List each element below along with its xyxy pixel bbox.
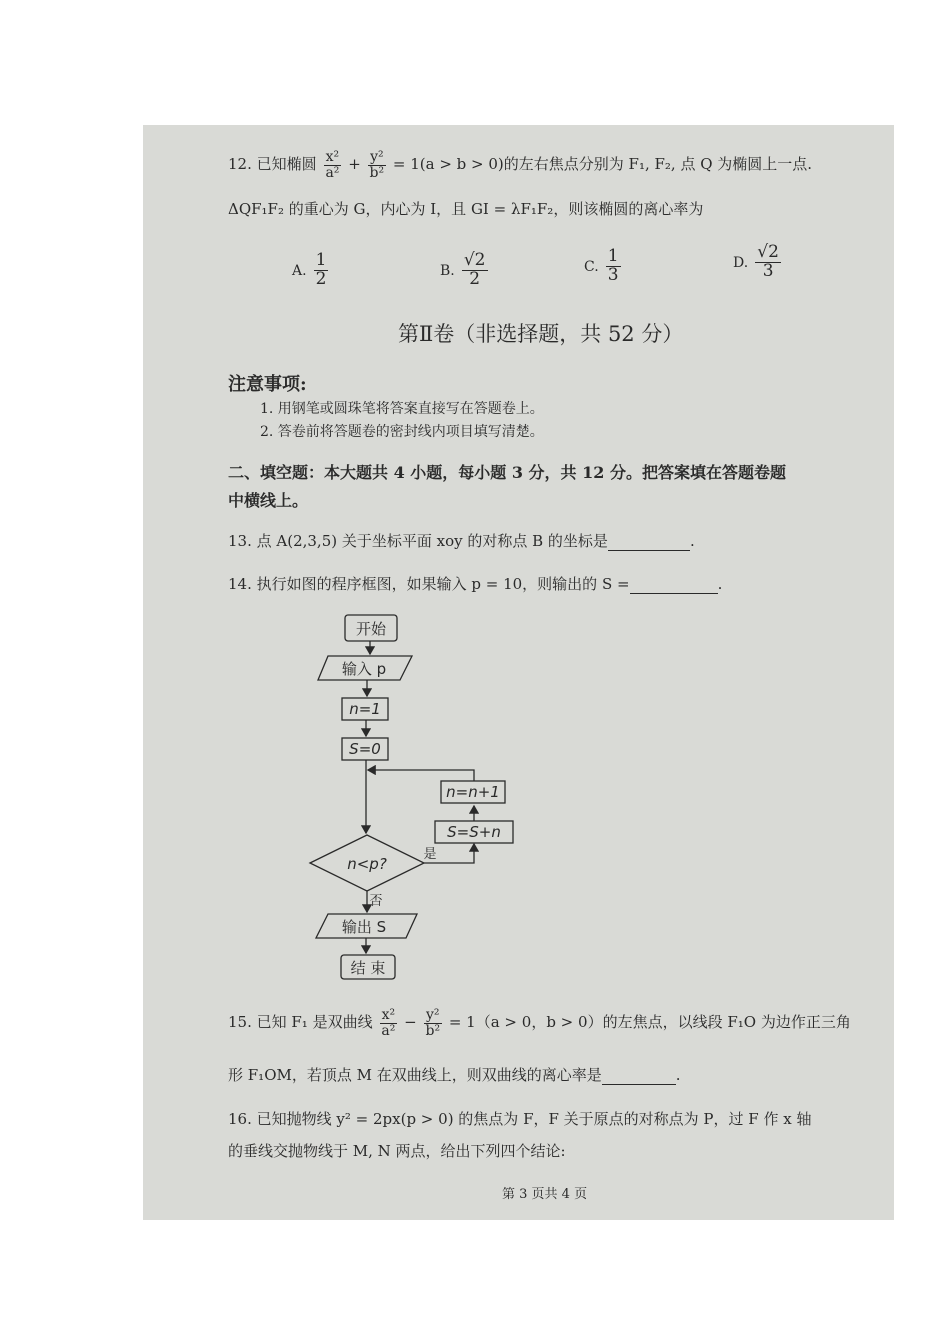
flow-init-s-label: S=0 — [349, 740, 381, 758]
q15-fraction-y: $\frac{\text{y²}}{\text{b²}}$ — [425, 1007, 441, 1039]
flowchart — [300, 608, 530, 988]
q13-text: 13. 点 A(2,3,5) 关于坐标平面 xoy 的对称点 B 的坐标是 — [228, 532, 608, 550]
q14-text: 14. 执行如图的程序框图，如果输入 p = 10，则输出的 S = — [228, 575, 630, 593]
q13-answer-blank[interactable] — [608, 536, 690, 551]
notice-heading: 注意事项: — [228, 374, 307, 395]
notice-item-1: 1. 用钢笔或圆珠笔将答案直接写在答题卷上。 — [260, 401, 544, 417]
q13: 13. 点 A(2,3,5) 关于坐标平面 xoy 的对称点 B 的坐标是 . — [228, 532, 695, 550]
q15-text-b: = 1（a > 0，b > 0）的左焦点，以线段 F₁O 为边作正三角 — [448, 1013, 851, 1032]
q12-plus: + — [348, 155, 361, 174]
q12-fraction-x: $\frac{\text{x²}}{\text{a²}}$ — [325, 149, 340, 181]
q16-line2: 的垂线交抛物线于 M, N 两点，给出下列四个结论: — [228, 1142, 566, 1160]
q12-text-a: 已知椭圆 — [256, 155, 317, 174]
q16-line1: 16. 已知抛物线 y² = 2px(p > 0) 的焦点为 F，F 关于原点的对称点为 P，过 F 作 x 轴 — [228, 1110, 812, 1128]
q15-line2: 形 F₁OM，若顶点 M 在双曲线上，则双曲线的离心率是 . — [228, 1066, 681, 1084]
q14: 14. 执行如图的程序框图，如果输入 p = 10，则输出的 S = . — [228, 575, 723, 593]
notice-item-2: 2. 答卷前将答题卷的密封线内项目填写清楚。 — [260, 424, 544, 440]
q12-line1 — [228, 150, 812, 180]
flow-condition-label: n<p? — [347, 855, 387, 873]
q12-option-b: B. $\frac{√2}{2}$ — [440, 250, 486, 289]
q12-number: 12. — [228, 155, 252, 174]
q15-answer-blank[interactable] — [602, 1070, 676, 1085]
q15-text-a: 15. 已知 F₁ 是双曲线 — [228, 1013, 373, 1032]
flow-end-label: 结 束 — [350, 959, 386, 977]
section2-line1: 二、填空题：本大题共 4 小题，每小题 3 分，共 12 分。把答案填在答题卷题 — [228, 463, 786, 482]
flow-output-label: 输出 S — [341, 918, 387, 936]
flow-yes-label: 是 — [423, 847, 437, 862]
q12-option-c: C. $\frac{1}{3}$ — [584, 246, 619, 285]
flow-update-s-label: S=S+n — [447, 823, 501, 841]
flow-start-label: 开始 — [355, 620, 387, 638]
section2-line2: 中横线上。 — [228, 491, 309, 510]
q15-fraction-x: $\frac{\text{x²}}{\text{a²}}$ — [381, 1007, 396, 1039]
flow-no-label: 否 — [369, 894, 383, 909]
flow-update-n-label: n=n+1 — [446, 783, 500, 801]
flow-init-n-label: n=1 — [349, 700, 381, 718]
q12-fraction-y: $\frac{\text{y²}}{\text{b²}}$ — [369, 149, 385, 181]
q12-line2: ΔQF₁F₂ 的重心为 G，内心为 I，且 GI = λF₁F₂，则该椭圆的离心率为 — [228, 200, 704, 218]
q12-text-rest: = 1(a > b > 0)的左右焦点分别为 F₁, F₂, 点 Q 为椭圆上一点. — [392, 155, 813, 174]
flow-input-label: 输入 p — [341, 660, 387, 678]
q12-option-d: D. $\frac{√2}{3}$ — [733, 242, 779, 281]
page-footer: 第 3 页共 4 页 — [502, 1187, 588, 1202]
part2-title: 第Ⅱ卷（非选择题，共 52 分） — [398, 322, 684, 346]
q15-line1: 15. 已知 F₁ 是双曲线 $\frac{\text{x²}}{\text{a²}}$ − $\frac{\text{y²}}{\text{b²}}$ = 1（a > 0，b > 0）的左焦点，以线段 F₁O 为边作正三角 — [228, 1007, 851, 1039]
q12-option-a: A. $\frac{1}{2}$ — [292, 250, 327, 289]
q14-answer-blank[interactable] — [630, 579, 718, 594]
